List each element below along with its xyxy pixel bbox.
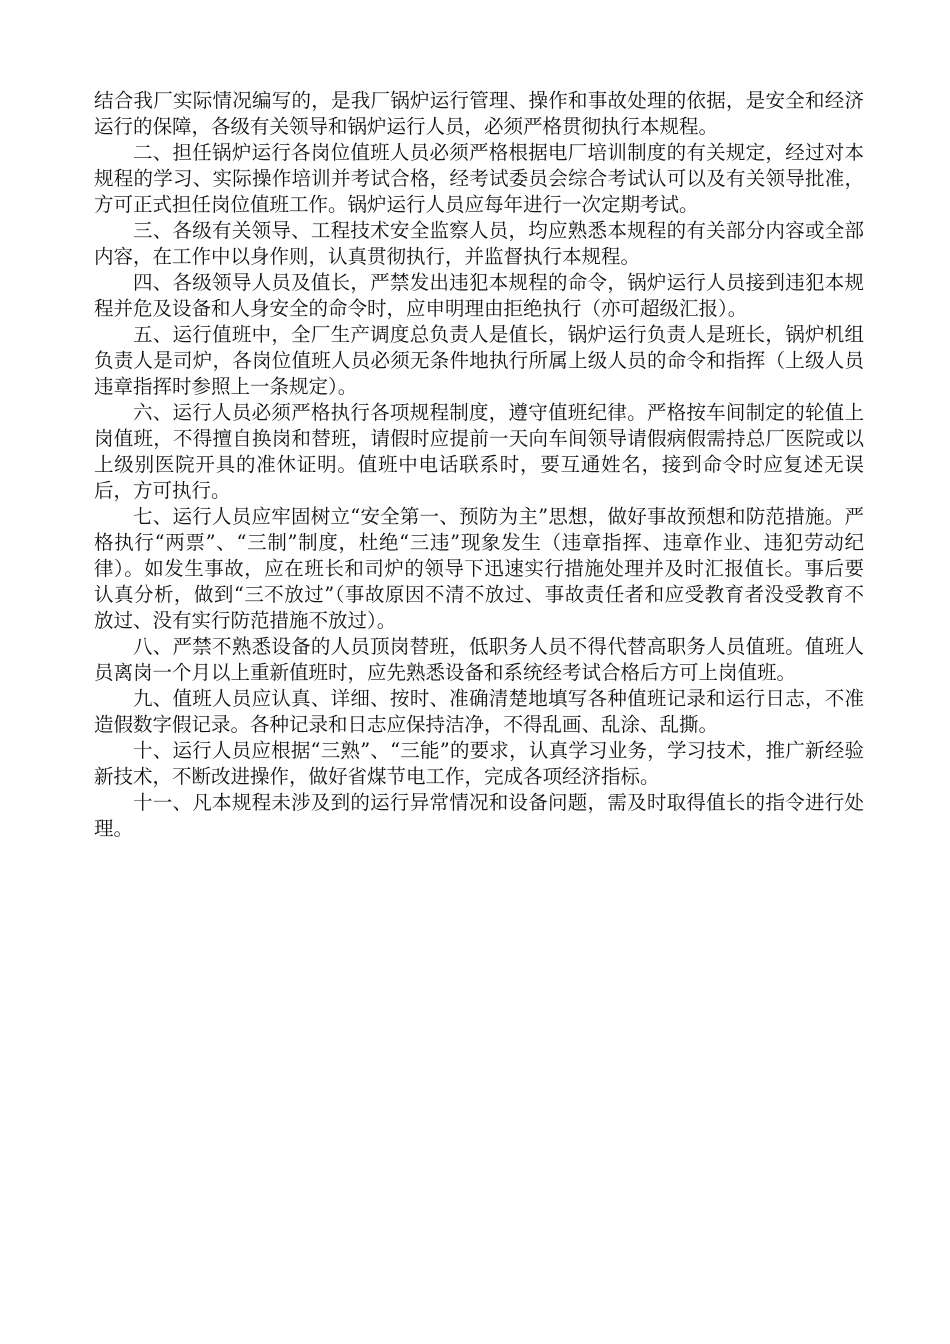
paragraph-intro: 结合我厂实际情况编写的，是我厂锅炉运行管理、操作和事故处理的依据，是安全和经济运行的保障，各级有关领导和锅炉运行人员，必须严格贯彻执行本规程。 [94,89,864,138]
document-body [94,88,864,842]
paragraph-item-11: 十一、凡本规程未涉及到的运行异常情况和设备问题，需及时取得值长的指令进行处理。 [94,791,864,840]
paragraph-item-2: 二、担任锅炉运行各岗位值班人员必须严格根据电厂培训制度的有关规定，经过对本规程的学习、实际操作培训并考试合格，经考试委员会综合考试认可以及有关领导批准，方可正式担任岗位值班工作。锅炉运行人员应每年进行一次定期考试。 [94,141,864,216]
paragraph-item-4: 四、各级领导人员及值长，严禁发出违犯本规程的命令，锅炉运行人员接到违犯本规程并危及设备和人身安全的命令时，应申明理由拒绝执行（亦可超级汇报）。 [94,271,864,320]
paragraph-item-7: 七、运行人员应牢固树立“安全第一、预防为主”思想，做好事故预想和防范措施。严格执行“两票”、“三制”制度，杜绝“三违”现象发生（违章指挥、违章作业、违犯劳动纪律）。如发生事故，应在班长和司炉的领导下迅速实行措施处理并及时汇报值长。事后要认真分析，做到“三不放过”（事故原因不清不放过、事故责任者和应受教育者没受教育不放过、没有实行防范措施不放过）。 [94,505,864,632]
paragraph-item-6: 六、运行人员必须严格执行各项规程制度，遵守值班纪律。严格按车间制定的轮值上岗值班，不得擅自换岗和替班，请假时应提前一天向车间领导请假病假需持总厂医院或以上级别医院开具的准休证明。值班中电话联系时，要互通姓名，接到命令时应复述无误后，方可执行。 [94,401,864,502]
paragraph-item-10: 十、运行人员应根据“三熟”、“三能”的要求，认真学习业务，学习技术，推广新经验新技术，不断改进操作，做好省煤节电工作，完成各项经济指标。 [94,739,864,788]
paragraph-item-3: 三、各级有关领导、工程技术安全监察人员，均应熟悉本规程的有关部分内容或全部内容，在工作中以身作则，认真贯彻执行，并监督执行本规程。 [94,219,864,268]
paragraph-item-8: 八、严禁不熟悉设备的人员顶岗替班，低职务人员不得代替高职务人员值班。值班人员离岗一个月以上重新值班时，应先熟悉设备和系统经考试合格后方可上岗值班。 [94,635,864,684]
paragraph-item-9: 九、值班人员应认真、详细、按时、准确清楚地填写各种值班记录和运行日志，不准造假数字假记录。各种记录和日志应保持洁净，不得乱画、乱涂、乱撕。 [94,687,864,736]
paragraph-item-5: 五、运行值班中，全厂生产调度总负责人是值长，锅炉运行负责人是班长，锅炉机组负责人是司炉，各岗位值班人员必须无条件地执行所属上级人员的命令和指挥（上级人员违章指挥时参照上一条规定）。 [94,323,864,398]
